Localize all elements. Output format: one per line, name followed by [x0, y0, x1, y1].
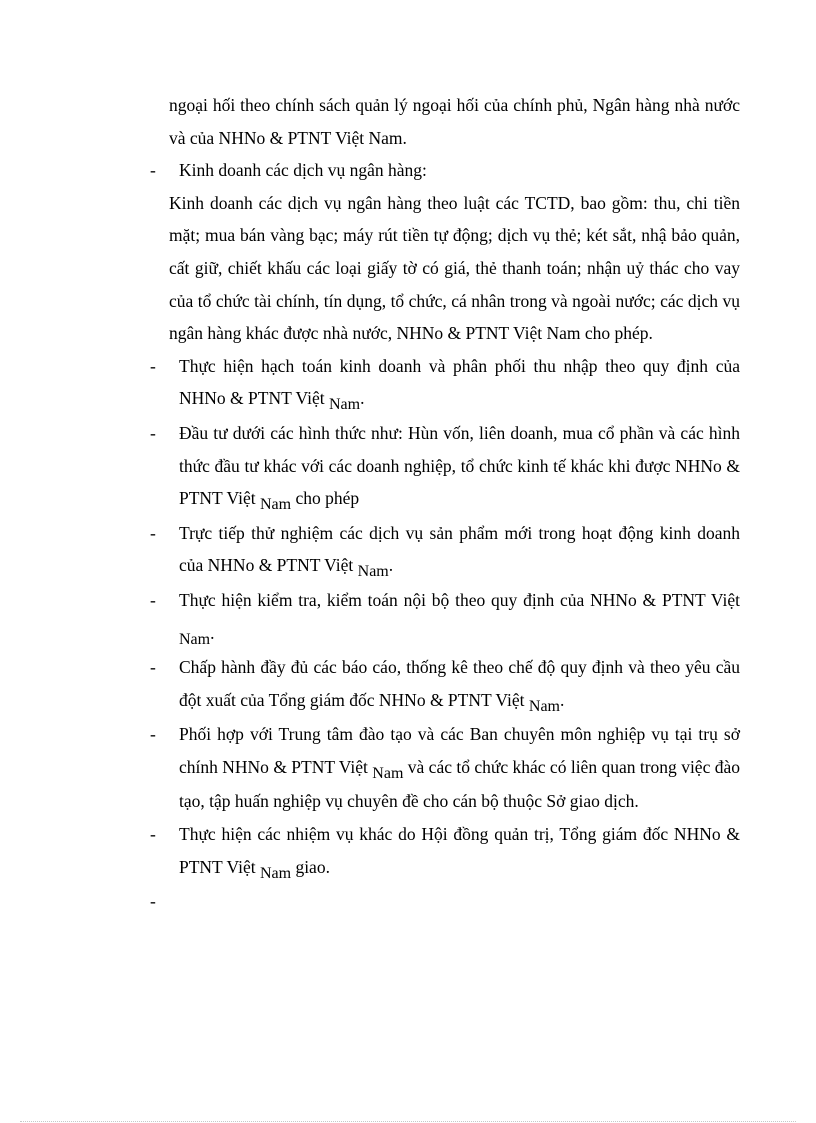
list-item — [150, 350, 740, 417]
item-text: Chấp hành đầy đủ các báo cáo, thống kê theo chế độ quy định và theo yêu cầu đột xuất của Tổng giám đốc NHNo & PTNT Việt — [179, 657, 740, 710]
item-tail: và các tổ chức khác có liên quan trong việc đào tạo, tập huấn nghiệp vụ chuyên đề cho cán bộ thuộc Sở giao dịch. — [179, 756, 740, 812]
item-text: Đầu tư dưới các hình thức như: Hùn vốn, liên doanh, mua cổ phần và các hình thức đầu tư khác với các doanh nghiệp, tổ chức kinh tế khác khi được NHNo & PTNT Việt — [179, 422, 740, 509]
item-tail: . — [388, 555, 394, 576]
item-tail: giao. — [291, 856, 330, 877]
list-item — [150, 584, 740, 651]
item-nam: Nam — [259, 864, 292, 882]
bullet-dash: - — [150, 589, 156, 610]
item-tail: . — [210, 622, 215, 643]
item-tail: . — [560, 689, 565, 710]
bullet-dash: - — [150, 891, 156, 912]
item-nam: Nam — [528, 697, 560, 715]
services-heading: Kinh doanh các dịch vụ ngân hàng: — [179, 160, 427, 181]
bullet-dash: - — [150, 657, 156, 678]
document-body — [150, 89, 740, 918]
item-nam: Nam — [372, 764, 404, 782]
bullet-dash: - — [150, 724, 156, 745]
services-body: Kinh doanh các dịch vụ ngân hàng theo luật các TCTD, bao gồm: thu, chi tiền mặt; mua bán vàng bạc; máy rút tiền tự động; dịch vụ thẻ; két sắt, nhậ bảo quản, cất giữ, chiết khấu các loại giấy tờ có giá, thẻ thanh toán; nhận uỷ thác cho vay của tổ chức tài chính, tín dụng, tổ chức, cá nhân trong và ngoài nước; các dịch vụ ngân hàng khác được nhà nước, NHNo & PTNT Việt Nam cho phép. — [169, 192, 740, 344]
continuation-paragraph: ngoại hối theo chính sách quản lý ngoại hối của chính phủ, Ngân hàng nhà nước và của NHNo & PTNT Việt Nam. — [169, 95, 740, 148]
list-item — [150, 517, 740, 584]
item-nam: Nam — [357, 563, 389, 581]
list-item-empty — [150, 885, 740, 918]
item-text: Thực hiện hạch toán kinh doanh và phân phối thu nhập theo quy định của NHNo & PTNT Việt — [179, 355, 740, 409]
bullet-dash: - — [150, 422, 156, 443]
item-text: Thực hiện kiểm tra, kiểm toán nội bộ theo quy định của NHNo & PTNT Việt — [179, 589, 740, 610]
bullet-dash: - — [150, 824, 156, 845]
bullet-dash: - — [150, 355, 156, 376]
item-nam: Nam — [328, 396, 361, 414]
bullet-dash: - — [150, 160, 156, 181]
page-footer-rule — [20, 1121, 796, 1122]
item-nam: Nam — [179, 630, 211, 648]
item-nam: Nam — [259, 496, 292, 514]
item-text: Thực hiện các nhiệm vụ khác do Hội đồng quản trị, Tổng giám đốc NHNo & PTNT Việt — [179, 824, 740, 877]
list-item — [150, 818, 740, 885]
list-item — [150, 417, 740, 517]
item-tail: cho phép — [291, 488, 360, 509]
list-item — [150, 718, 740, 818]
bullet-dash: - — [150, 522, 156, 543]
item-text: Phối hợp với Trung tâm đào tạo và các Ban chuyên môn nghiệp vụ tại trụ sở chính NHNo & PTNT Việt — [179, 724, 740, 777]
item-tail: . — [360, 388, 365, 409]
list-item-services — [150, 154, 740, 187]
list-item — [150, 651, 740, 718]
item-text: Trực tiếp thử nghiệm các dịch vụ sản phẩm mới trong hoạt động kinh doanh của NHNo & PTNT Việt — [179, 522, 740, 576]
